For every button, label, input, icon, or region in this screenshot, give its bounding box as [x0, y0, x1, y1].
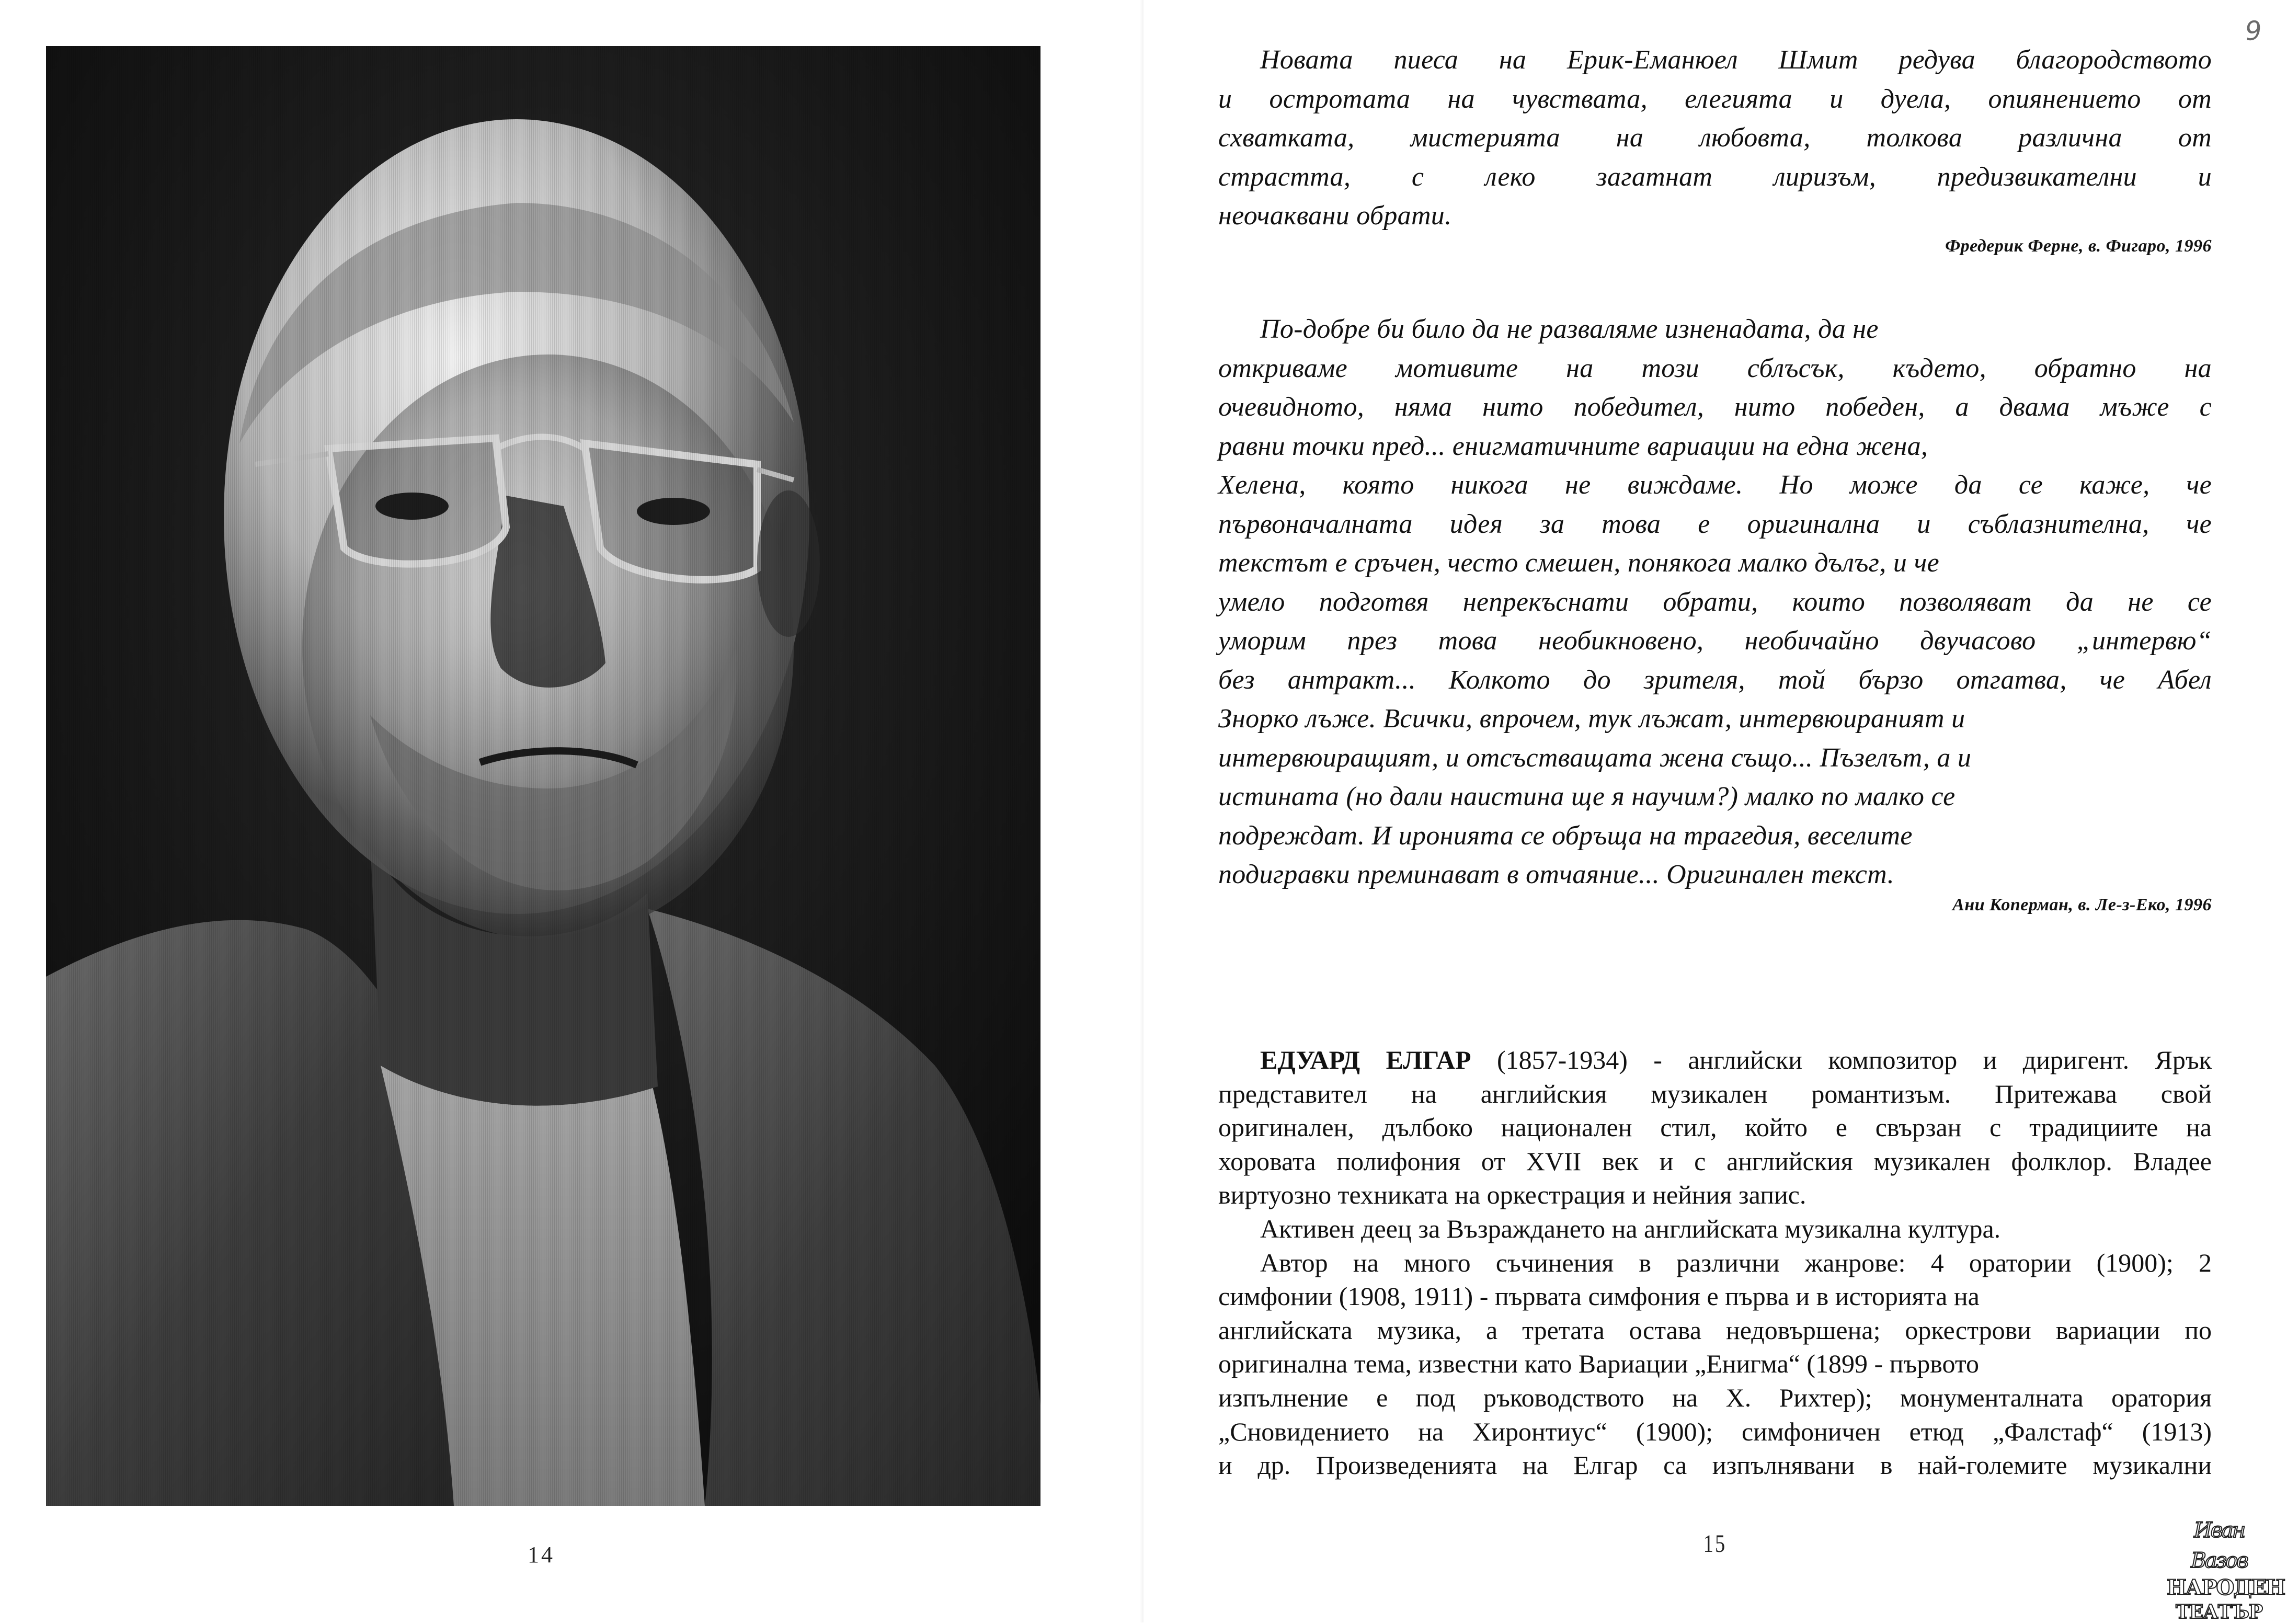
composer-name: ЕДУАРД ЕЛГАР [1260, 1045, 1471, 1074]
text-line: Новата пиеса на Ерик-Еманюел Шмит редува благородството [1260, 45, 2212, 75]
text-line: умело подготвя непрекъснати обрати, които позволяват да не се [1218, 587, 2212, 617]
bio-first-line [1218, 1043, 2212, 1077]
text-line: английската музика, а третата остава недовършена; оркестрови вариации по [1218, 1315, 2212, 1345]
text-line: откриваме мотивите на този сблъсък, където, обратно на [1218, 353, 2212, 383]
bio-first-line-text: (1857-1934) - английски композитор и диригент. Ярък [1471, 1045, 2212, 1074]
text-line: изпълнение е под ръководството на Х. Рихтер); монументалната оратория [1218, 1382, 2212, 1412]
text-line: истината (но дали наистина ще я научим?) малко по малко се [1218, 782, 1956, 811]
text-line: и остротата на чувствата, елегията и дуела, опиянението от [1218, 84, 2212, 114]
text-line: без антракт... Колкото до зрителя, той бързо отгатва, че Абел [1218, 665, 2212, 695]
review-paragraph [1218, 41, 2212, 236]
text-line: първоначалната идея за това е оригинална и съблазнителна, че [1218, 509, 2212, 539]
text-line: симфонии (1908, 1911) - първата симфония е първа и в историята на [1218, 1282, 1980, 1311]
logo-line-2: ТЕАТЪР [2176, 1601, 2262, 1623]
text-line: текстът е сръчен, често смешен, понякога малко дълъг, и че [1218, 548, 1939, 578]
review-quote [1218, 310, 2212, 895]
text-line: Автор на много съчинения в различни жанрове: 4 оратории (1900); 2 [1260, 1248, 2212, 1277]
text-line: Хелена, която никога не виждаме. Но може да се каже, че [1218, 470, 2212, 500]
left-page [0, 0, 1144, 1622]
portrait-photo [46, 46, 1040, 1506]
text-line: Знорко лъже. Всички, впрочем, тук лъжат, интервюираният и [1218, 704, 1965, 734]
text-line: очевидното, няма нито победител, нито победен, а двама мъже с [1218, 392, 2212, 422]
right-page [1144, 0, 2287, 1622]
text-line: представител на английския музикален романтизъм. Притежава свой [1218, 1079, 2212, 1108]
national-theatre-logo [2167, 1515, 2285, 1623]
text-line: подигравки преминават в отчаяние... Оригинален текст. [1218, 860, 1894, 889]
composer-bio [1218, 1043, 2212, 1482]
text-line: Активен деец за Възраждането на английската музикална култура. [1260, 1214, 2001, 1243]
text-line: схватката, мистерията на любовта, толкова различна от [1218, 123, 2212, 153]
text-line: „Сновидението на Хиронтиус“ (1900); симфоничен етюд „Фалстаф“ (1913) [1218, 1416, 2212, 1446]
text-line: подреждат. И иронията се обръща на трагедия, веселите [1218, 820, 1913, 851]
logo-script: Иван Вазов [2191, 1518, 2247, 1573]
text-line: хоровата полифония от XVII век и с английския музикален фолклор. Владее [1218, 1146, 2212, 1176]
page-number: 14 [528, 1542, 555, 1568]
review-paragraph [1218, 310, 2212, 895]
review-attribution: Ани Коперман, в. Ле-з-Еко, 1996 [1952, 895, 2212, 914]
logo-line-1: НАРОДЕН [2167, 1575, 2285, 1600]
review-quote [1218, 41, 2212, 236]
text-line: страстта, с леко загатнат лиризъм, предизвикателни и [1218, 162, 2212, 192]
text-line: оригинален, дълбоко национален стил, който е свързан с традициите на [1218, 1113, 2212, 1142]
portrait-image [46, 46, 1040, 1506]
handwritten-page-mark: 9 [2244, 15, 2263, 47]
text-line: неочаквани обрати. [1218, 201, 1452, 231]
text-line: равни точки пред... енигматичните вариации на една жена, [1218, 431, 1928, 461]
text-line: виртуозно техниката на оркестрация и нейния запис. [1218, 1180, 1806, 1210]
review-attribution: Фредерик Ферне, в. Фигаро, 1996 [1945, 236, 2212, 256]
page-number: 15 [1703, 1530, 1727, 1558]
text-line: По-добре би било да не разваляме изненадата, да не [1260, 314, 1879, 344]
text-line: и др. Произведенията на Елгар са изпълнявани в най-големите музикални [1218, 1450, 2212, 1480]
text-line: оригинална тема, известни като Вариации „Енигма“ (1899 - първото [1218, 1349, 1980, 1379]
text-line: уморим през това необикновено, необичайно двучасово „интервю“ [1218, 626, 2212, 656]
text-line: интервюиращият, и отсъстващата жена също... Пъзелът, а и [1218, 742, 1972, 773]
